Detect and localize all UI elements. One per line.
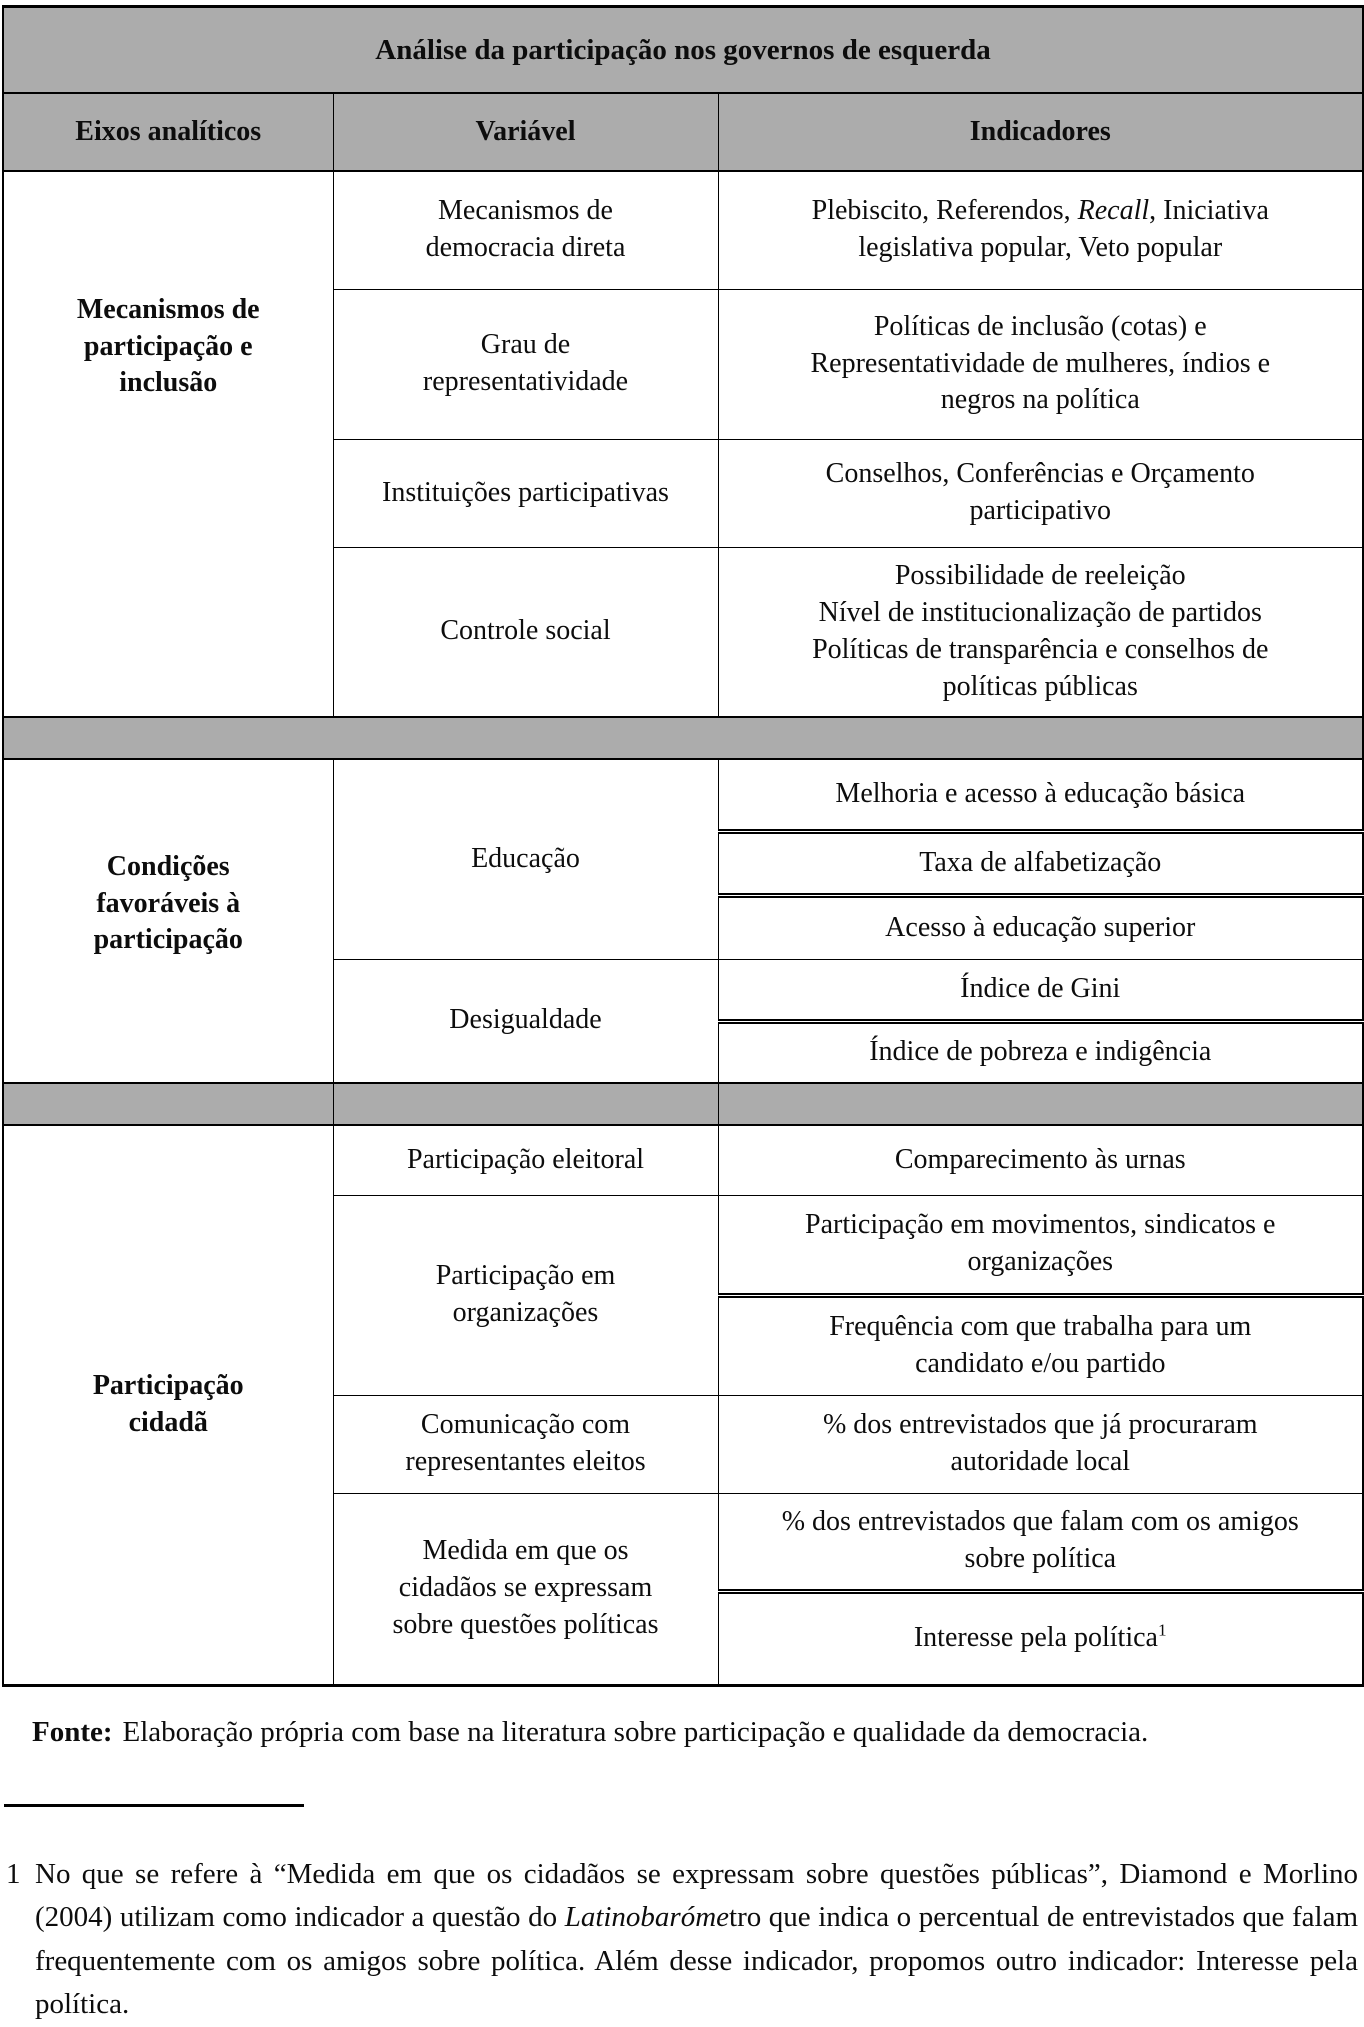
indicator-text: Participação em movimentos, sindicatos e organizações	[805, 1209, 1276, 1277]
indicator-cell-politicas-inclusao	[718, 289, 1363, 439]
indicator-cell-movimentos-sindicatos	[718, 1195, 1363, 1295]
variable-label: Participação em organizações	[435, 1260, 616, 1328]
footnote-number: 1	[6, 1857, 21, 1890]
footnote-reference-mark: 1	[1157, 1620, 1167, 1640]
axis-label: Condições favoráveis à participação	[93, 850, 243, 956]
indicator-line-2: Nível de institucionalização de partidos	[818, 596, 1262, 628]
indicator-text: % dos entrevistados que falam com os amigos sobre política	[781, 1506, 1299, 1574]
variable-label: Mecanismos de democracia direta	[425, 195, 626, 264]
variable-cell-participacao-organizacoes	[333, 1195, 718, 1395]
indicator-text: Frequência com que trabalha para um candidato e/ou partido	[829, 1311, 1252, 1379]
separator-band-1	[3, 717, 1363, 759]
variable-cell-comunicacao-representantes	[333, 1395, 718, 1493]
indicator-cell-plebiscito	[718, 171, 1363, 289]
footnote-text: No que se refere à “Medida em que os cidadãos se expressam sobre questões públicas”, Diamond e Morlino (2004) utilizam como indicador a questão do Latinobarómetro que indica o percentual de entrevistados que falam frequentemente com os amigos sobre política. Além desse indicador, propomos outro indicador: Interesse pela política.	[35, 1857, 1358, 2021]
variable-cell-controle-social	[333, 547, 718, 717]
axis-label: Mecanismos de participação e inclusão	[76, 293, 260, 399]
indicator-cell-controle-social-list	[718, 547, 1363, 717]
italic-recall: Recall	[1077, 195, 1150, 227]
variable-label: Medida em que os cidadãos se expressam sobre questões políticas	[392, 1535, 659, 1640]
column-header-axes: Eixos analíticos	[3, 93, 333, 171]
indicator-cell-frequencia-trabalha	[718, 1295, 1363, 1395]
variable-label: Desigualdade	[449, 1004, 602, 1036]
indicator-text: Índice de Gini	[960, 972, 1121, 1004]
column-header-variable: Variável	[333, 93, 718, 171]
indicator-text: Conselhos, Conferências e Orçamento participativo	[825, 458, 1255, 526]
indicator-cell-conselhos	[718, 439, 1363, 547]
separator-band-2	[3, 1083, 1363, 1125]
indicator-cell-educacao-superior	[718, 895, 1363, 959]
variable-label: Instituições participativas	[382, 476, 669, 508]
variable-cell-instituicoes-participativas	[333, 439, 718, 547]
indicator-cell-pobreza	[718, 1021, 1363, 1083]
column-header-row	[3, 93, 1363, 171]
indicator-text: Índice de pobreza e indigência	[869, 1036, 1212, 1068]
variable-cell-desigualdade	[333, 959, 718, 1083]
indicator-line-1: Possibilidade de reeleição	[894, 559, 1186, 591]
variable-cell-grau-representatividade	[333, 289, 718, 439]
indicator-cell-alfabetizacao	[718, 831, 1363, 895]
variable-cell-educacao	[333, 759, 718, 959]
axis-label: Participação cidadã	[92, 1369, 244, 1438]
column-header-indicators: Indicadores	[718, 93, 1363, 171]
indicator-text	[780, 558, 1300, 706]
participation-analysis-table	[2, 5, 1364, 1687]
table-row-g2-1	[3, 759, 1363, 831]
separator-band-cell	[718, 1083, 1363, 1125]
indicator-text: Melhoria e acesso à educação básica	[835, 777, 1246, 809]
footnote-1	[2, 1853, 1362, 2027]
table-title: Análise da participação nos governos de esquerda	[3, 7, 1363, 94]
separator-band-cell	[333, 1083, 718, 1125]
variable-label: Grau de representatividade	[422, 329, 629, 397]
indicator-cell-procuraram-autoridade	[718, 1395, 1363, 1493]
table-row-g3-1	[3, 1125, 1363, 1195]
variable-label: Participação eleitoral	[406, 1143, 645, 1175]
separator-band-cell	[3, 717, 1363, 759]
axis-cell-mecanismos-participacao	[3, 171, 333, 717]
indicator-cell-gini	[718, 959, 1363, 1021]
indicator-cell-educacao-basica	[718, 759, 1363, 831]
variable-cell-medida-expressam	[333, 1493, 718, 1685]
indicator-line-3: Políticas de transparência e conselhos de políticas públicas	[812, 633, 1269, 702]
table-row-g1-1	[3, 171, 1363, 289]
indicator-text: Políticas de inclusão (cotas) e Representatividade de mulheres, índios e negros na política	[810, 310, 1271, 416]
table-title-row	[3, 7, 1363, 94]
axis-cell-condicoes-favoraveis	[3, 759, 333, 1083]
indicator-text: Comparecimento às urnas	[894, 1143, 1186, 1175]
source-text: Elaboração própria com base na literatura sobre participação e qualidade da democracia.	[122, 1715, 1149, 1748]
italic-latinobarometro: Latinobaróme	[564, 1901, 730, 1934]
indicator-cell-interesse-politica	[718, 1591, 1363, 1685]
indicator-text: Plebiscito, Referendos, Recall, Iniciativa legislativa popular, Veto popular	[811, 195, 1269, 264]
table-source-line	[32, 1713, 1362, 1752]
variable-cell-democracia-direta	[333, 171, 718, 289]
indicator-cell-falam-amigos	[718, 1493, 1363, 1591]
indicator-text: Interesse pela política$^1$	[913, 1620, 1167, 1654]
footnote-separator-rule	[4, 1804, 304, 1807]
source-label: Fonte:	[32, 1715, 113, 1748]
variable-label: Comunicação com representantes eleitos	[405, 1409, 646, 1477]
axis-cell-participacao-cidada	[3, 1125, 333, 1685]
variable-cell-participacao-eleitoral	[333, 1125, 718, 1195]
indicator-text: Acesso à educação superior	[885, 911, 1196, 943]
indicator-text: Taxa de alfabetização	[919, 846, 1162, 878]
variable-label: Educação	[471, 842, 580, 874]
indicator-text: % dos entrevistados que já procuraram autoridade local	[822, 1409, 1258, 1477]
separator-band-cell	[3, 1083, 333, 1125]
indicator-cell-comparecimento-urnas	[718, 1125, 1363, 1195]
variable-label: Controle social	[440, 615, 611, 647]
